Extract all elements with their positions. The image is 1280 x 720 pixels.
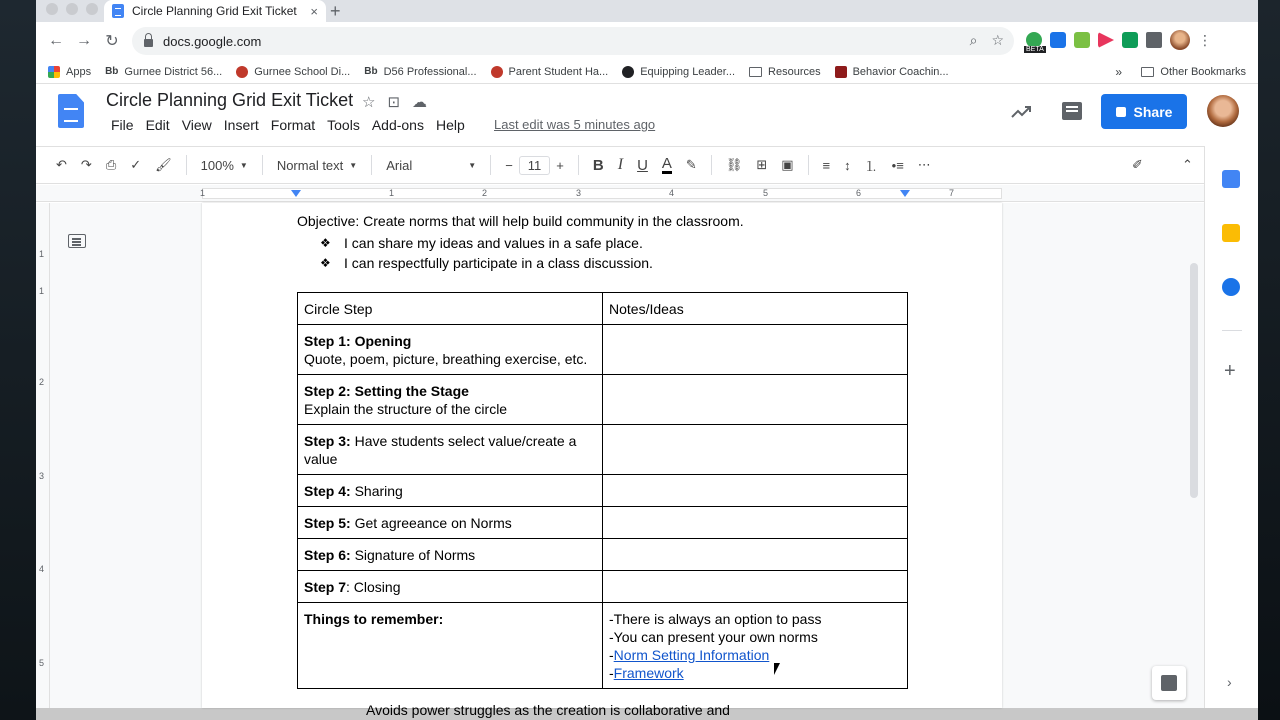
- side-panel: [1204, 146, 1258, 708]
- table-cell[interactable]: [298, 325, 603, 375]
- step-label: Step 2: Setting the Stage: [304, 383, 469, 399]
- extension-d-icon[interactable]: [1050, 32, 1066, 48]
- maximize-window-button[interactable]: [86, 3, 98, 15]
- collapse-menus-icon[interactable]: ⌃: [1182, 157, 1193, 172]
- tab-title: Circle Planning Grid Exit Ticket: [132, 4, 297, 18]
- ruler-number: 4: [39, 564, 45, 574]
- tab-strip: [36, 0, 1258, 22]
- chevron-down-icon: ▼: [468, 160, 477, 170]
- line-spacing-icon[interactable]: ↕: [844, 157, 851, 173]
- globe-icon: [622, 66, 634, 78]
- paint-format-icon[interactable]: 🖌︎: [155, 157, 172, 172]
- keep-icon[interactable]: [1222, 224, 1240, 242]
- notes-cell[interactable]: [603, 539, 908, 571]
- step-text: Get agreeance on Norms: [350, 515, 512, 531]
- minimize-window-button[interactable]: [66, 3, 78, 15]
- step-label: Step 1: Opening: [304, 333, 412, 349]
- document-canvas: [36, 203, 1204, 718]
- step-label: Step 7: [304, 579, 347, 595]
- style-dropdown[interactable]: [277, 158, 357, 173]
- toolbar-divider: [808, 155, 809, 175]
- left-indent-handle[interactable]: [291, 190, 301, 197]
- account-avatar[interactable]: [1207, 95, 1239, 127]
- table-cell[interactable]: [298, 507, 603, 539]
- remember-note: -You can present your own norms: [609, 629, 818, 645]
- bookmark-equipping-leader[interactable]: [622, 66, 735, 78]
- folder-icon: [1141, 67, 1154, 77]
- ruler-number: 4: [669, 188, 675, 198]
- bookmark-label: Resources: [768, 65, 821, 78]
- table-row: [298, 475, 908, 507]
- align-icon[interactable]: ≡: [822, 157, 831, 173]
- diamond-bullet-icon: ❖: [320, 236, 331, 250]
- side-panel-divider: [1222, 330, 1242, 331]
- bookmark-label: Gurnee District 56...: [124, 65, 223, 78]
- step-text: Sharing: [350, 483, 403, 499]
- increase-font-size-button[interactable]: +: [556, 157, 564, 173]
- bulleted-list-icon[interactable]: •≡: [891, 157, 904, 173]
- profile-avatar[interactable]: [1170, 30, 1190, 50]
- notes-cell[interactable]: [603, 375, 908, 425]
- apps-grid-icon: [48, 66, 60, 78]
- chevron-down-icon: ▼: [349, 160, 358, 170]
- circle-planning-table: [297, 292, 908, 689]
- font-value: Arial: [386, 157, 413, 173]
- bookmark-gurnee-school[interactable]: [236, 66, 350, 78]
- browser-window: [36, 0, 1258, 718]
- menu-format[interactable]: Format: [270, 117, 316, 133]
- vertical-ruler: [36, 203, 50, 708]
- text-color-button[interactable]: A: [661, 154, 672, 172]
- toolbar-divider: [371, 155, 372, 175]
- table-cell[interactable]: [298, 425, 603, 475]
- table-header-row: [298, 293, 908, 325]
- menu-view[interactable]: View: [181, 117, 212, 133]
- bookmark-label: Equipping Leader...: [640, 65, 736, 78]
- undo-icon[interactable]: ↶: [56, 157, 67, 172]
- objective-bullets: [320, 233, 653, 273]
- dash: -: [609, 647, 614, 663]
- italic-button[interactable]: I: [617, 156, 624, 173]
- font-size-input[interactable]: 11: [519, 156, 551, 175]
- spellcheck-icon[interactable]: ✓: [130, 157, 142, 172]
- parent-icon: [491, 66, 503, 78]
- menu-bar: [105, 117, 471, 133]
- add-addon-icon[interactable]: +: [1224, 360, 1236, 382]
- table-cell[interactable]: [298, 603, 603, 689]
- bookmarks-bar: [36, 60, 1258, 84]
- remember-link-line: [609, 646, 901, 664]
- ruler-number: 1: [39, 286, 45, 296]
- extension-sheets-icon[interactable]: [1122, 32, 1138, 48]
- activity-trend-icon[interactable]: [1011, 102, 1031, 122]
- table-row: [298, 603, 908, 689]
- table-cell[interactable]: [298, 539, 603, 571]
- desktop-right-edge: [1258, 0, 1280, 720]
- norm-setting-link[interactable]: Norm Setting Information: [613, 647, 770, 663]
- docs-favicon-icon: [112, 4, 124, 18]
- address-bar: [36, 22, 1258, 60]
- chevron-down-icon: ▼: [239, 160, 248, 170]
- framework-link[interactable]: Framework: [613, 665, 684, 681]
- menu-file[interactable]: File: [111, 117, 134, 133]
- explore-icon: [1161, 675, 1177, 691]
- step-text: : Closing: [346, 579, 401, 595]
- comments-icon[interactable]: [1062, 102, 1082, 120]
- list-item: [320, 233, 653, 253]
- menu-edit[interactable]: Edit: [145, 117, 170, 133]
- add-comment-icon[interactable]: ⊞: [756, 157, 768, 172]
- ruler-number: 3: [576, 188, 582, 198]
- decrease-font-size-button[interactable]: −: [505, 157, 513, 173]
- step-text: Explain the structure of the circle: [304, 401, 508, 417]
- mouse-pointer-icon: [774, 663, 780, 675]
- vertical-scrollbar[interactable]: [1190, 263, 1198, 498]
- bookmark-label: D56 Professional...: [383, 65, 477, 78]
- desktop-left-edge: [0, 0, 36, 720]
- bookmark-label: Behavior Coachin...: [852, 65, 949, 78]
- other-bookmarks[interactable]: [1141, 66, 1246, 78]
- objective-text: Objective: Create norms that will help build community in the classroom.: [297, 213, 744, 229]
- toolbar-divider: [186, 155, 187, 175]
- lock-icon: [144, 39, 153, 47]
- step-text: Signature of Norms: [350, 547, 476, 563]
- dash: -: [609, 665, 614, 681]
- explore-button[interactable]: [1152, 666, 1186, 700]
- step-label: Step 3:: [304, 433, 351, 449]
- style-value: Normal text: [276, 157, 344, 173]
- toolbar-divider: [711, 155, 712, 175]
- toolbar-divider: [490, 155, 491, 175]
- browser-tab[interactable]: [104, 0, 326, 22]
- document-title[interactable]: Circle Planning Grid Exit Ticket: [106, 90, 354, 110]
- toolbar-divider: [262, 155, 263, 175]
- table-cell[interactable]: [298, 375, 603, 425]
- document-page[interactable]: [202, 203, 1002, 708]
- beta-badge: BETA: [1026, 46, 1044, 53]
- diamond-bullet-icon: ❖: [320, 256, 331, 270]
- back-icon[interactable]: ←: [48, 32, 64, 49]
- move-folder-icon[interactable]: ⊡: [387, 94, 401, 111]
- docs-logo-icon[interactable]: [58, 94, 84, 128]
- new-tab-button[interactable]: +: [330, 1, 341, 21]
- extensions-row: [1026, 30, 1212, 53]
- blackboard-icon: Bb: [364, 66, 378, 77]
- step-text: Have students select value/create a value: [304, 433, 577, 467]
- bookmark-label: Apps: [66, 65, 92, 78]
- zoom-icon[interactable]: ⌕: [969, 32, 978, 48]
- behavior-icon: [835, 66, 847, 78]
- ruler-number: 1: [200, 188, 206, 198]
- insert-image-icon[interactable]: ▣: [781, 157, 794, 172]
- ruler-number: 2: [39, 377, 45, 387]
- ruler-number: 5: [39, 658, 45, 668]
- highlight-icon[interactable]: ✎: [685, 157, 697, 172]
- share-label: Share: [1133, 103, 1173, 120]
- tab-close-icon[interactable]: ×: [310, 3, 318, 19]
- blackboard-icon: Bb: [105, 66, 119, 77]
- window-controls: [46, 3, 98, 15]
- right-indent-handle[interactable]: [900, 190, 910, 197]
- underline-button[interactable]: U: [637, 156, 648, 174]
- notes-cell[interactable]: [603, 325, 908, 375]
- star-icon[interactable]: ☆: [362, 94, 376, 111]
- horizontal-ruler: [36, 185, 1204, 202]
- toolbar-divider: [578, 155, 579, 175]
- calendar-icon[interactable]: [1222, 170, 1240, 188]
- ruler-active-area: [202, 188, 1002, 199]
- step-label: Step 6:: [304, 547, 351, 563]
- reload-icon[interactable]: ↻: [105, 33, 119, 50]
- font-dropdown[interactable]: [386, 158, 476, 173]
- remember-link-line: [609, 664, 901, 682]
- bullet-text: I can respectfully participate in a class discussion.: [344, 255, 653, 271]
- cutoff-bullet-text: Avoids power struggles as the creation is collaborative and: [366, 702, 730, 718]
- bullet-text: I can share my ideas and values in a safe place.: [344, 235, 643, 251]
- other-bookmarks-label: Other Bookmarks: [1160, 66, 1246, 78]
- bold-button[interactable]: B: [592, 156, 604, 174]
- share-lock-icon: [1116, 107, 1126, 117]
- bookmark-label: Gurnee School Di...: [254, 65, 351, 78]
- table-row: [298, 539, 908, 571]
- link-icon[interactable]: ⛓: [725, 157, 743, 172]
- table-cell[interactable]: [298, 475, 603, 507]
- step-text: Quote, poem, picture, breathing exercise, etc.: [304, 351, 588, 367]
- bookmark-behavior-coaching[interactable]: [835, 66, 949, 78]
- url-text: docs.google.com: [163, 33, 262, 49]
- zoom-value: 100%: [200, 157, 234, 173]
- ruler-number: 3: [39, 471, 45, 481]
- numbered-list-icon[interactable]: ⒈: [864, 158, 878, 174]
- url-omnibox[interactable]: [132, 27, 1014, 55]
- bookmark-parent-student[interactable]: [491, 66, 609, 78]
- bookmark-star-icon[interactable]: ☆: [991, 32, 1004, 48]
- notes-cell[interactable]: [603, 507, 908, 539]
- editing-mode-icon[interactable]: ✐: [1132, 157, 1143, 172]
- bookmark-gurnee-district[interactable]: [105, 66, 222, 78]
- list-item: [320, 253, 653, 273]
- extension-screencast-icon[interactable]: [1098, 32, 1114, 48]
- ruler-number: 1: [389, 188, 395, 198]
- ruler-number: 6: [856, 188, 862, 198]
- document-outline-icon[interactable]: [68, 234, 86, 248]
- browser-menu-icon[interactable]: ⋮: [1198, 31, 1212, 48]
- menu-addons[interactable]: Add-ons: [371, 117, 424, 133]
- table-row: [298, 425, 908, 475]
- step-label: Step 5:: [304, 515, 351, 531]
- notes-cell[interactable]: [603, 603, 908, 689]
- table-row: [298, 325, 908, 375]
- chevron-right-icon[interactable]: ›: [1227, 674, 1232, 690]
- table-row: [298, 571, 908, 603]
- table-row: [298, 507, 908, 539]
- bookmark-resources[interactable]: [749, 66, 821, 78]
- share-button[interactable]: [1101, 94, 1187, 129]
- table-cell[interactable]: [298, 571, 603, 603]
- ruler-number: 7: [949, 188, 955, 198]
- remember-label: Things to remember:: [304, 611, 444, 627]
- menu-tools[interactable]: Tools: [327, 117, 360, 133]
- table-header-cell[interactable]: Circle Step: [298, 293, 603, 325]
- bookmark-label: Parent Student Ha...: [508, 65, 609, 78]
- folder-icon: [749, 67, 762, 77]
- last-edit-link[interactable]: Last edit was 5 minutes ago: [494, 117, 656, 132]
- more-options-icon[interactable]: ⋯: [917, 157, 931, 172]
- ruler-number: 2: [482, 188, 488, 198]
- close-window-button[interactable]: [46, 3, 58, 15]
- bookmark-apps[interactable]: [48, 66, 91, 78]
- print-icon[interactable]: ⎙: [105, 157, 117, 172]
- bookmarks-overflow-icon[interactable]: »: [1115, 65, 1122, 79]
- table-header-cell[interactable]: Notes/Ideas: [603, 293, 908, 325]
- step-label: Step 4:: [304, 483, 351, 499]
- bookmark-d56-professional[interactable]: [364, 66, 476, 78]
- cloud-status-icon[interactable]: ☁: [412, 94, 428, 111]
- tasks-icon[interactable]: [1222, 278, 1240, 296]
- redo-icon[interactable]: ↷: [80, 157, 92, 172]
- ruler-number: 1: [39, 249, 45, 259]
- school-icon: [236, 66, 248, 78]
- table-row: [298, 375, 908, 425]
- extensions-puzzle-icon[interactable]: [1146, 32, 1162, 48]
- remember-note: -There is always an option to pass: [609, 611, 822, 627]
- notes-cell[interactable]: [603, 571, 908, 603]
- zoom-dropdown[interactable]: [201, 158, 248, 173]
- ruler-number: 5: [763, 188, 769, 198]
- menu-insert[interactable]: Insert: [223, 117, 259, 133]
- notes-cell[interactable]: [603, 425, 908, 475]
- menu-help[interactable]: Help: [435, 117, 465, 133]
- docs-header: [36, 84, 1258, 146]
- formatting-toolbar: [36, 146, 1204, 184]
- notes-cell[interactable]: [603, 475, 908, 507]
- extension-classroom-icon[interactable]: [1074, 32, 1090, 48]
- forward-icon[interactable]: →: [76, 32, 92, 49]
